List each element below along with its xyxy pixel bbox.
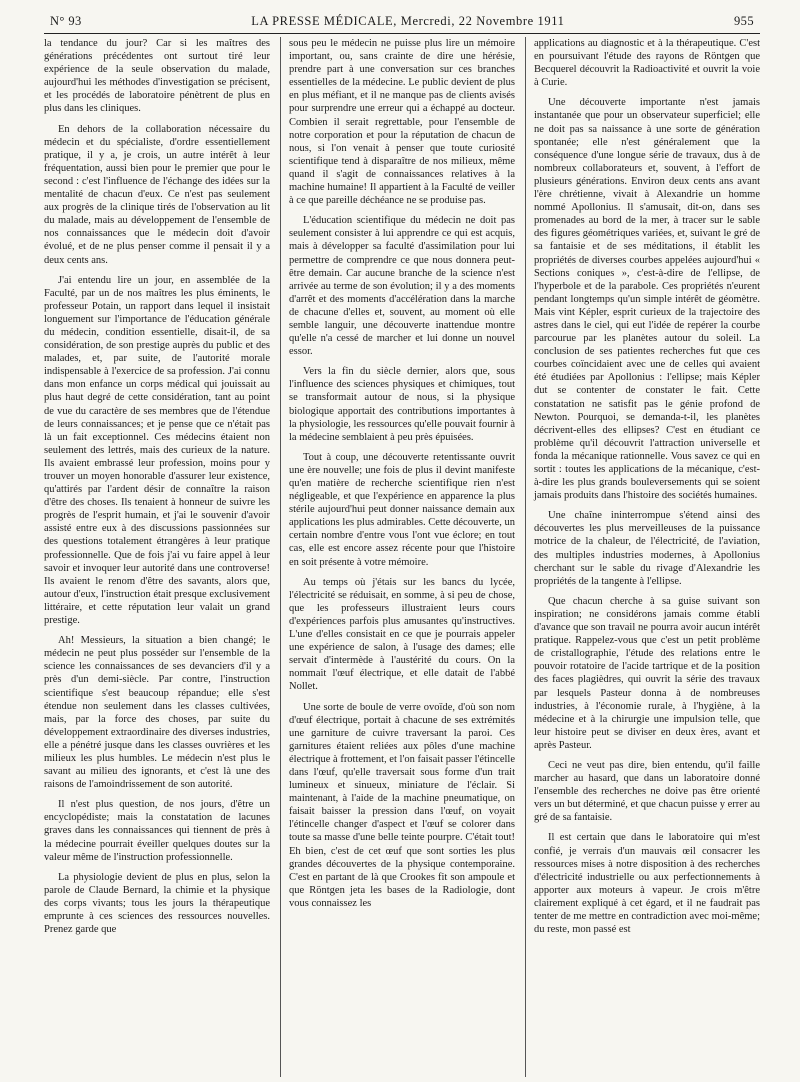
paragraph: Tout à coup, une découverte retentissante ouvrit une ère nouvelle; une fois de plus il devint manifeste qu'en matière de recherche scientifique rien n'est négligeable, et que l'expérience en apparence la plus stérile aujourd'hui peut donner naissance demain aux applications les plus admirables. Cette découverte, un certain nombre d'entre vous l'ont vue éclore; en tout cas, elle est encore assez récente pour que l'histoire en soit présente à votre mémoire. — [289, 451, 515, 568]
paragraph: applications au diagnostic et à la thérapeutique. C'est en poursuivant l'étude des rayons de Röntgen que Becquerel découvrit la Radioactivité et ouvrit la voie à Curie. — [534, 38, 760, 89]
paragraph: Ah! Messieurs, la situation a bien changé; le médecin ne peut plus posséder sur l'ensemble de la science les connaissances de ses devanciers d'il y a près d'un demi-siècle. Par contre, l'instruction scientifique s'est beaucoup répandue; elle s'est étendue non seulement dans les classes cultivées, mais, par la force des choses, par suite du développement extraordinaire des diverses industries, elle a pénétré jusque dans les classes ouvrières et les milieux les plus humbles. Le médecin n'est plus le savant au milieu des ignorants, et c'est là une des raisons de l'amoindrissement de son autorité. — [44, 635, 270, 791]
page-number: 955 — [734, 14, 754, 28]
paragraph: Au temps où j'étais sur les bancs du lycée, l'électricité se réduisait, en somme, à si peu de chose, que les professeurs illustraient leurs cours d'expériences parfois plus amusantes qu'instructives. L'une d'elles consistait en ce que je pourrais appeler une expérience de salon, à l'usage des dames; elle servait d'intermède à l'austérité du cours. On la nommait l'œuf électrique, et elle datait de l'abbé Nollet. — [289, 576, 515, 693]
paragraph: Une sorte de boule de verre ovoïde, d'où son nom d'œuf électrique, portait à chacune de ses extrémités une garniture de cuivre traversant la paroi. Ces garnitures étaient reliées aux pôles d'une machine électrique à frottement, et l'on faisait passer l'étincelle dans l'œuf, qu'elle traversait sous forme d'un trait lumineux et sinueux, miniature de l'éclair. Si maintenant, à l'aide de la machine pneumatique, on faisait baisser la pression dans l'œuf, on voyait l'étincelle changer d'aspect et l'œuf se colorer dans toute sa masse d'une belle teinte pourpre. C'était tout! Eh bien, c'est de cet œuf que sont sorties les plus grandes découvertes de la physique contemporaine. C'est en partant de là que Crookes fit son ampoule et que Röntgen jeta les bases de la Radiologie, dont vous connaissez les — [289, 701, 515, 909]
paragraph: Que chacun cherche à sa guise suivant son inspiration; ne considérons jamais comme établi d'avance que son travail ne pourra avoir aucun intérêt pratique. Rappelez-vous que c'est un petit problème de cristallographie, l'étude des relations entre le pouvoir rotatoire de l'acide tartrique et de la position des faces plagièdres, qui ouvrit la série des travaux par lesquels Pasteur donna à de nombreuses industries, à l'économie rurale, à l'hygiène, à la médecine et à la chirurgie une impulsion telle, que leur histoire peut se diviser en deux ères, avant et après Pasteur. — [534, 595, 760, 751]
paragraph: J'ai entendu lire un jour, en assemblée de la Faculté, par un de nos maîtres les plus éminents, le professeur Potain, un rapport dans lequel il insistait longuement sur l'importance de l'éducation générale du médecin, condition essentielle, disait-il, de sa considération, de son prestige auprès du public et des malades, et, par suite, de l'autorité morale indispensable à l'exercice de sa profession. J'ai connu dans mon enfance un corps médical qui jouissait au plus haut degré de cette considération, tant au point de vue du caractère de ses membres que de l'étendue de leurs connaissances; et je pense que ce n'était pas là un fait exceptionnel. Ces médecins étaient non seulement des lettrés, mais des curieux de la nature. Ils avaient embrassé leur profession, moins pour y trouver un moyen honorable d'assurer leur existence, qu'attirés par l'ardent désir de connaître la raison d'être des choses. Ils tenaient à honneur de suivre les progrès de l'esprit humain, et j'ai le souvenir d'avoir assisté entre eux à des discussions passionnées sur des questions totalement étrangères à leur pratique professionnelle. Que de fois j'ai vu faire appel à leur savoir et invoquer leur autorité dans une controverse! Ils avaient le renom d'être des savants, alors que, autour d'eux, l'instruction était presque exclusivement littéraire, et cette réputation leur valait un grand prestige. — [44, 274, 270, 627]
paragraph: L'éducation scientifique du médecin ne doit pas seulement consister à lui apprendre ce qui est acquis, mais à développer sa faculté d'assimilation pour lui permettre de comprendre ce que nous donnera peut-être demain. Car aucune branche de la science n'est arrivée au terme de son évolution; il y a des moments d'arrêt et des moments d'accélération dans la marche de chacune d'elles et, souvent, au moment où elle semble languir, une découverte inattendue montre qu'elle n'a cessé de marcher et lui donne un nouvel essor. — [289, 215, 515, 358]
masthead-title: LA PRESSE MÉDICALE, Mercredi, 22 Novembre 1911 — [251, 14, 565, 28]
column-2 — [280, 37, 515, 1077]
column-1 — [44, 37, 270, 1077]
paragraph: Ceci ne veut pas dire, bien entendu, qu'il faille marcher au hasard, que dans un laboratoire donné l'ensemble des recherches ne doive pas être orienté vers un but déterminé, et que chacun puisse y errer au gré de sa fantaisie. — [534, 759, 760, 824]
paragraph: la tendance du jour? Car si les maîtres des générations précédentes ont surtout tiré leur expérience de la seule observation du malade, aujourd'hui les méthodes d'investigation se précisent, et les procédés de laboratoire pénètrent de plus en plus dans les cliniques. — [44, 38, 270, 115]
paragraph: sous peu le médecin ne puisse plus lire un mémoire important, ou, sans crainte de dire une hérésie, prendre part à une conversation sur ces branches essentielles de la médecine. Le public devient de plus en plus méfiant, et il ne manque pas de clients avisés pour surprendre une erreur qui a échappé au docteur. Combien il serait regrettable, pour l'ensemble de notre corporation et pour la réputation de chacun de nous, si l'on venait à penser que toute curiosité scientifique tend à disparaître de nos milieux, même quand il s'agit de connaissances relatives à la machine humaine! Il appartient à la Faculté de veiller à ce que pareille déchéance ne se produise pas. — [289, 38, 515, 207]
paragraph: La physiologie devient de plus en plus, selon la parole de Claude Bernard, la chimie et la physique des corps vivants; tous les jours la thérapeutique emprunte à ces sciences des ressources nouvelles. Prenez garde que — [44, 871, 270, 936]
paragraph: Vers la fin du siècle dernier, alors que, sous l'influence des sciences physiques et chimiques, tout se transformait autour de nous, si la physique biologique apportait des contributions importantes à la physiologie, les ressources qu'elle pouvait fournir à la médecine semblaient à peu près épuisées. — [289, 366, 515, 443]
column-3 — [525, 37, 760, 1077]
paragraph: Une chaîne ininterrompue s'étend ainsi des découvertes les plus merveilleuses de la puissance motrice de la chaleur, de l'électricité, de l'aviation, des multiples industries modernes, à Apollonius cherchant sur le sable du rivage d'Alexandrie les propriétés de la tangente à l'ellipse. — [534, 510, 760, 587]
paragraph: Une découverte importante n'est jamais instantanée que pour un observateur superficiel; elle ne doit pas sa naissance à une sorte de génération spontanée; elle n'est généralement que la conséquence d'une longue série de travaux, dus à de nombreux collaborateurs et, souvent, à l'effort de plusieurs générations. Environ deux cents ans avant l'ère chrétienne, vivait à Alexandrie un homme nommé Apollonius. Il s'amusait, dit-on, dans ses promenades au bord de la mer, à tracer sur le sable des figures géométriques variées, et, suivant le gré de sa fantaisie et de ses méditations, il établit les propriétés de diverses courbes appelées aujourd'hui « Sections coniques », c'est-à-dire de l'ellipse, de l'hyperbole et de la parabole. Ces propriétés n'eurent pendant longtemps qu'un simple intérêt de géomètre. Mais vint Képler, esprit curieux de la trajectoire des astres dans le ciel, qui eut l'idée de repérer la courbe parcourue par les planètes autour du soleil. La conclusion de ses patientes recherches fut que ces courbes coïncidaient avec une de celles qui avaient été étudiées par Apollonius : l'ellipse; mais Képler dut se contenter de constater le fait. Cette constatation ne satisfit pas le génie profond de Newton. Pourquoi, se demanda-t-il, les planètes décrivent-elles des ellipses? C'est en étudiant ce problème qu'il découvrit l'attraction universelle et fonda la mécanique rationnelle. Vous savez ce qui en sortit : toutes les applications de la mécanique, c'est-à-dire les plus grands bouleversements qui se soient jamais produits dans l'histoire des sociétés humaines. — [534, 97, 760, 502]
paragraph: En dehors de la collaboration nécessaire du médecin et du spécialiste, d'ordre essentiellement pratique, il y a, je crois, un autre intérêt à leur fréquentation, aussi bien pour le premier que pour le second : c'est l'influence de l'échange des idées sur la mentalité de chacun d'eux. Ce n'est pas seulement aux progrès de la clinique tirés de l'observation au lit du malade, mais au développement de l'ensemble de nos connaissances que le médecin doit d'avoir évolué, et de ne plus penser comme il pensait il y a deux cents ans. — [44, 123, 270, 266]
page-header — [44, 10, 760, 34]
paragraph: Il n'est plus question, de nos jours, d'être un encyclopédiste; mais la constatation de lacunes graves dans les connaissances qui tiennent de près à la médecine pourrait éveiller quelques doutes sur la valeur même de l'instruction professionnelle. — [44, 799, 270, 863]
issue-number: N° 93 — [50, 14, 82, 28]
text-columns — [44, 37, 760, 1077]
paragraph: Il est certain que dans le laboratoire qui m'est confié, je verrais d'un mauvais œil consacrer les ressources mises à notre disposition à des recherches d'électricité industrielle ou aux perfectionnements à apporter aux moteurs à vapeur. Je crois m'être clairement expliqué à cet égard, et il ne faudrait pas tenter de me mettre en contradiction avec moi-même; du reste, mon passé est — [534, 832, 760, 936]
